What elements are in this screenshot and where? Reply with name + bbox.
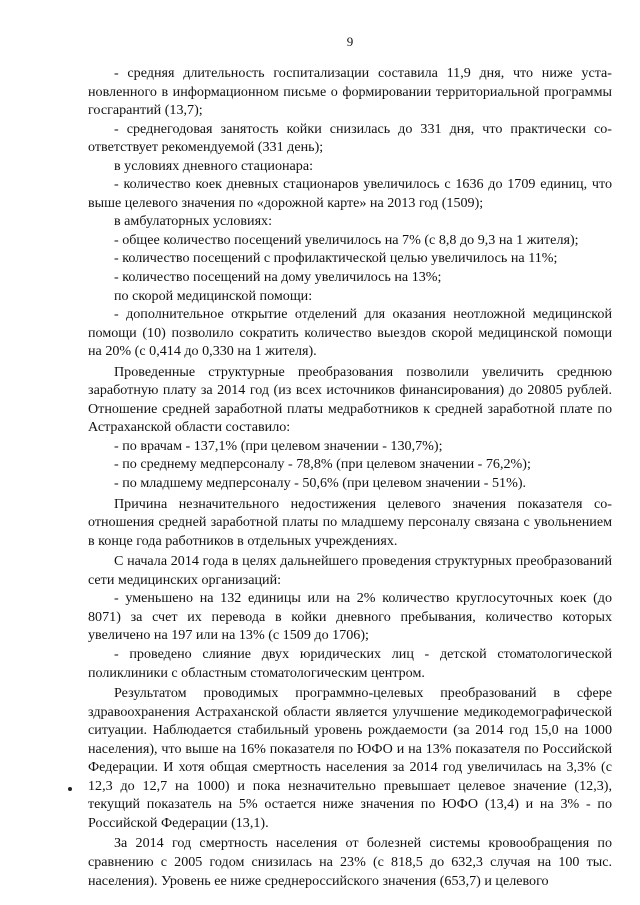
paragraph-total-visits: - общее количество посещений увеличилось на 7% (с 8,8 до 9,3 на 1 жителя); — [114, 231, 579, 248]
paragraph-salary-summary: Проведенные структурные преобразования позволили увеличить среднюю заработную плату за 2014 год (из всех источников финансирования) до 20805 рублей. Отношение средней заработной платы медработников к средней заработной плате по Астраханской области составило: — [88, 363, 612, 436]
paragraph-home-visits: - количество посещений на дому увеличилось на 13%; — [114, 269, 442, 286]
paragraph-ambulance-heading: по скорой медицинской помощи: — [114, 287, 313, 304]
paragraph-hospitalization-duration: - средняя длительность госпитализации составила 11,9 дня, что ниже установленного в информационном письме о формировании территориальной программы госгарантий (13,7); — [88, 65, 612, 119]
page-number: 9 — [346, 34, 354, 49]
paragraph-salary-nurses: - по среднему медперсоналу - 78,8% (при целевом значении - 76,2%); — [114, 456, 531, 473]
paragraph-restructuring-intro: С начала 2014 года в целях дальнейшего проведения структурных преобразований сети медицинских организаций: — [88, 553, 612, 588]
paragraph-preventive-visits: - количество посещений с профилактической целью увеличилось на 11%; — [114, 250, 558, 267]
paragraph-cardiovascular-mortality: За 2014 год смертность населения от болезней системы кровообращения по сравнению с 2005 годом снизилась на 23% (с 818,5 до 632,3 случая на 100 тыс. населения). Уровень ее ниже среднероссийского значения (653,7) и целевого — [88, 835, 612, 889]
margin-dot-mark — [68, 787, 72, 791]
paragraph-outpatient-heading: в амбулаторных условиях: — [114, 213, 273, 230]
paragraph-salary-junior-staff: - по младшему медперсоналу - 50,6% (при целевом значении - 51%). — [114, 475, 527, 492]
paragraph-emergency-departments: - дополнительное открытие отделений для оказания неотложной медицинской помощи (10) позволило сократить количество выездов скорой медицинской помощи на 20% (с 0,414 до 0,330 на 1 жителя). — [88, 306, 612, 360]
paragraph-merger: - проведено слияние двух юридических лиц - детской стоматологической поликлиники с областным стоматологическим центром. — [88, 645, 612, 681]
paragraph-salary-shortfall-reason: Причина незначительного недостижения целевого значения показателя соотношения средней заработной платы по младшему персоналу связана с увольнением в конце года работников в отдельных учреждениях. — [88, 495, 612, 549]
body-text — [88, 64, 612, 890]
paragraph-bed-reduction: - уменьшено на 132 единицы или на 2% количество круглосуточных коек (до 8071) за счет их перевода в койки дневного пребывания, количество которых увеличено на 197 или на 13% (с 1509 до 1706); — [88, 590, 612, 644]
paragraph-demographics: Результатом проводимых программно-целевых преобразований в сфере здравоохранения Астраханской области является улучшение медикодемографической ситуации. Наблюдается стабильный уровень рождаемости (за 2014 год 15,0 на 1000 населения), что выше на 16% показателя по ЮФО и на 13% показателя по Российской Федерации. И хотя общая смертность населения за 2014 год увеличилась на 3,3% (с 12,3 до 12,7 на 1000) и пока незначительно превышает целевое значение (12,3), текущий показатель на 5% остается ниже значения по ЮФО (13,4) и на 3% - по Российской Федерации (13,1). — [88, 685, 612, 831]
paragraph-day-hospital-heading: в условиях дневного стационара: — [114, 157, 314, 174]
paragraph-bed-occupancy: - среднегодовая занятость койки снизилась до 331 дня, что практически соответствует рекомендуемой (331 день); — [88, 120, 612, 156]
paragraph-day-hospital-beds: - количество коек дневных стационаров увеличилось с 1636 до 1709 единиц, что выше целевого значения по «дорожной карте» на 2013 год (1509); — [88, 176, 612, 211]
paragraph-salary-doctors: - по врачам - 137,1% (при целевом значении - 130,7%); — [114, 437, 443, 454]
